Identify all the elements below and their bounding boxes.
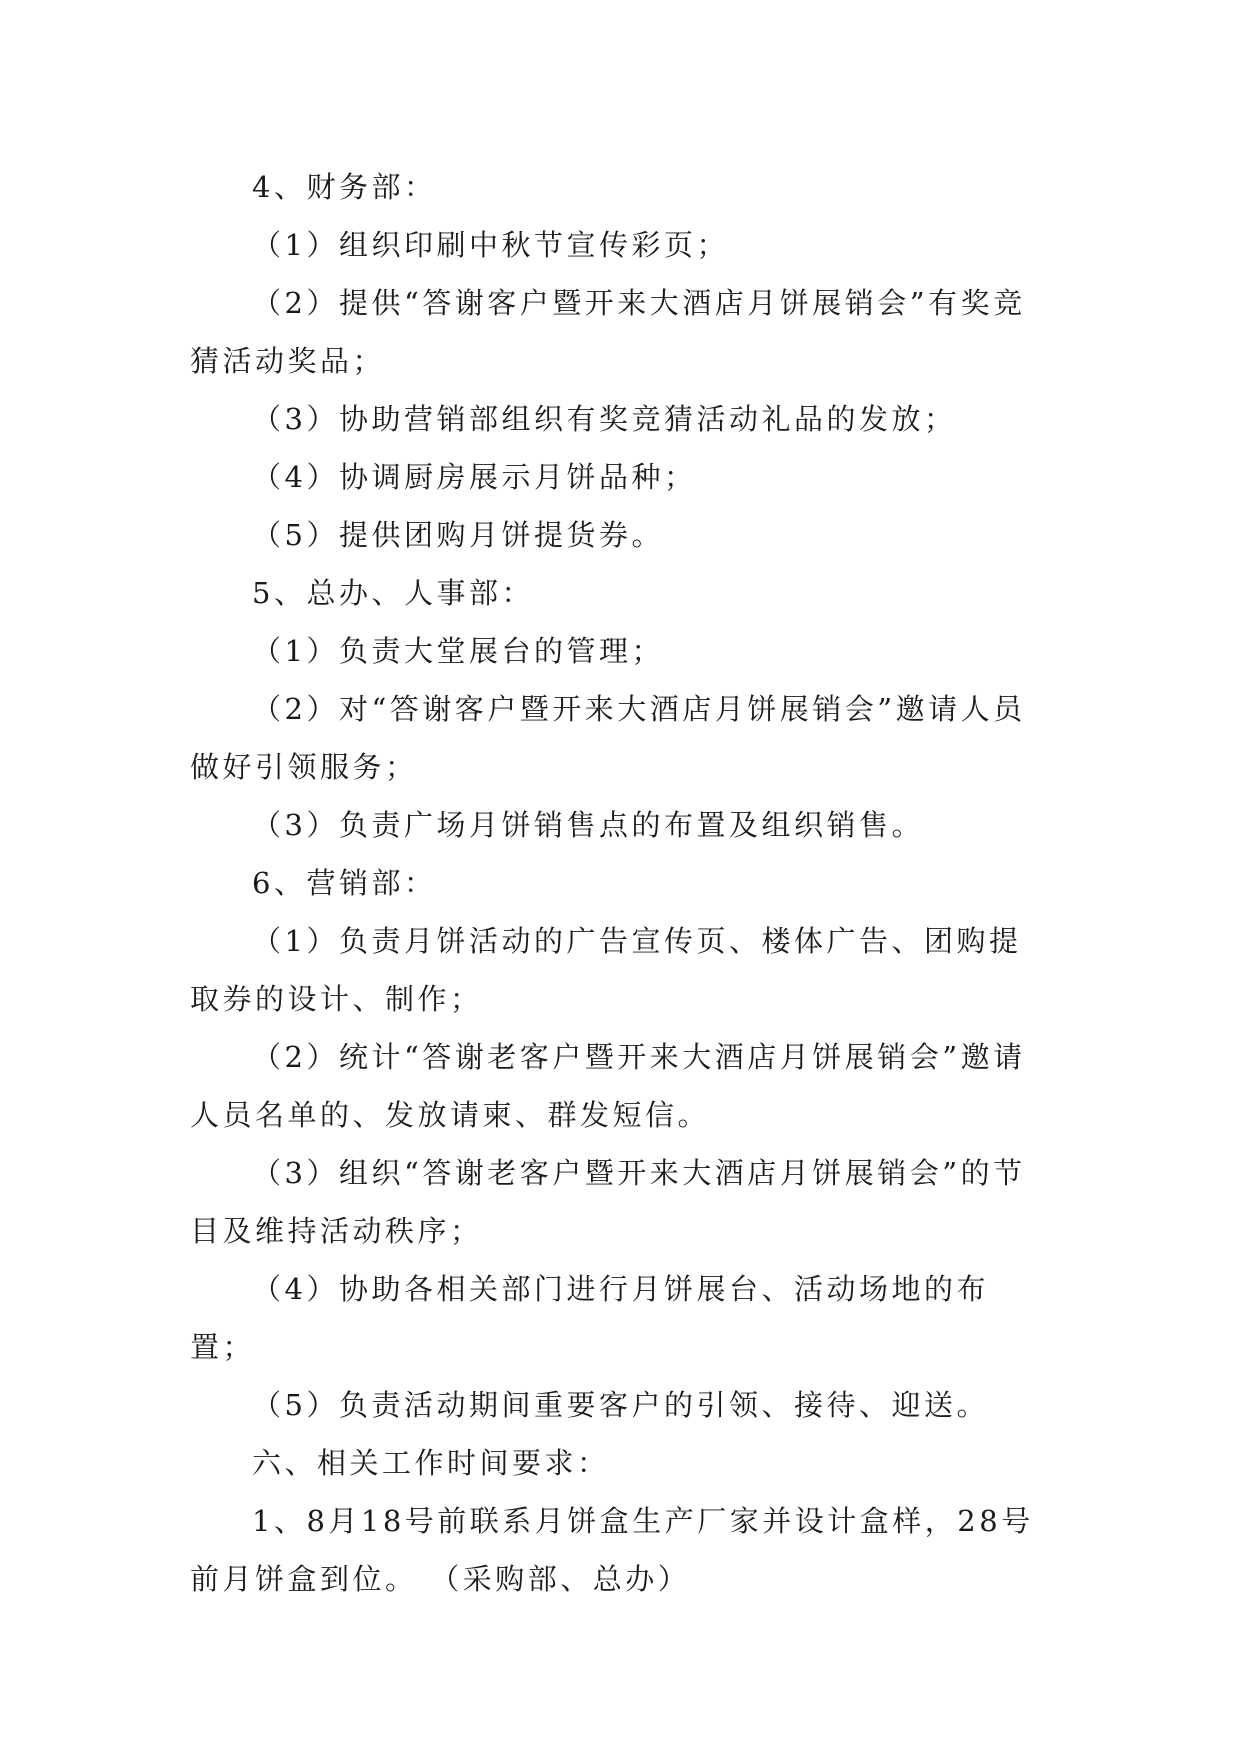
paragraph-schedule-heading: 六、相关工作时间要求： xyxy=(252,1446,610,1480)
paragraph-admin-hr-heading: 5、总办、人事部： xyxy=(252,576,534,610)
paragraph-admin-hr-item-1: （1）负责大堂展台的管理； xyxy=(252,634,664,668)
paragraph-marketing-item-1: （1）负责月饼活动的广告宣传页、楼体广告、团购提取券的设计、制作； xyxy=(190,924,1022,1016)
paragraph-marketing-item-3: （3）组织“答谢老客户暨开来大酒店月饼展销会”的节目及维持活动秩序； xyxy=(190,1156,1026,1248)
paragraph-marketing-item-4: （4）协助各相关部门进行月饼展台、活动场地的布置； xyxy=(190,1272,989,1364)
paragraph-finance-heading: 4、财务部： xyxy=(252,170,437,204)
paragraph-admin-hr-item-2: （2）对“答谢客户暨开来大酒店月饼展销会”邀请人员做好引领服务； xyxy=(190,692,1026,784)
paragraph-marketing-item-5: （5）负责活动期间重要客户的引领、接待、迎送。 xyxy=(252,1388,989,1422)
paragraph-finance-item-5: （5）提供团购月饼提货券。 xyxy=(252,518,664,552)
paragraph-schedule-item-1: 1、8月18号前联系月饼盒生产厂家并设计盒样，28号前月饼盒到位。 （采购部、总办） xyxy=(190,1504,1034,1596)
document-body xyxy=(190,158,1052,1608)
paragraph-marketing-heading: 6、营销部： xyxy=(252,866,437,900)
paragraph-finance-item-2: （2）提供“答谢客户暨开来大酒店月饼展销会”有奖竞猜活动奖品； xyxy=(190,286,1026,378)
paragraph-finance-item-3: （3）协助营销部组织有奖竞猜活动礼品的发放； xyxy=(252,402,957,436)
paragraph-admin-hr-item-3: （3）负责广场月饼销售点的布置及组织销售。 xyxy=(252,808,924,842)
paragraph-finance-item-1: （1）组织印刷中秋节宣传彩页； xyxy=(252,228,729,262)
paragraph-finance-item-4: （4）协调厨房展示月饼品种； xyxy=(252,460,697,494)
paragraph-marketing-item-2: （2）统计“答谢老客户暨开来大酒店月饼展销会”邀请人员名单的、发放请柬、群发短信。 xyxy=(190,1040,1026,1132)
